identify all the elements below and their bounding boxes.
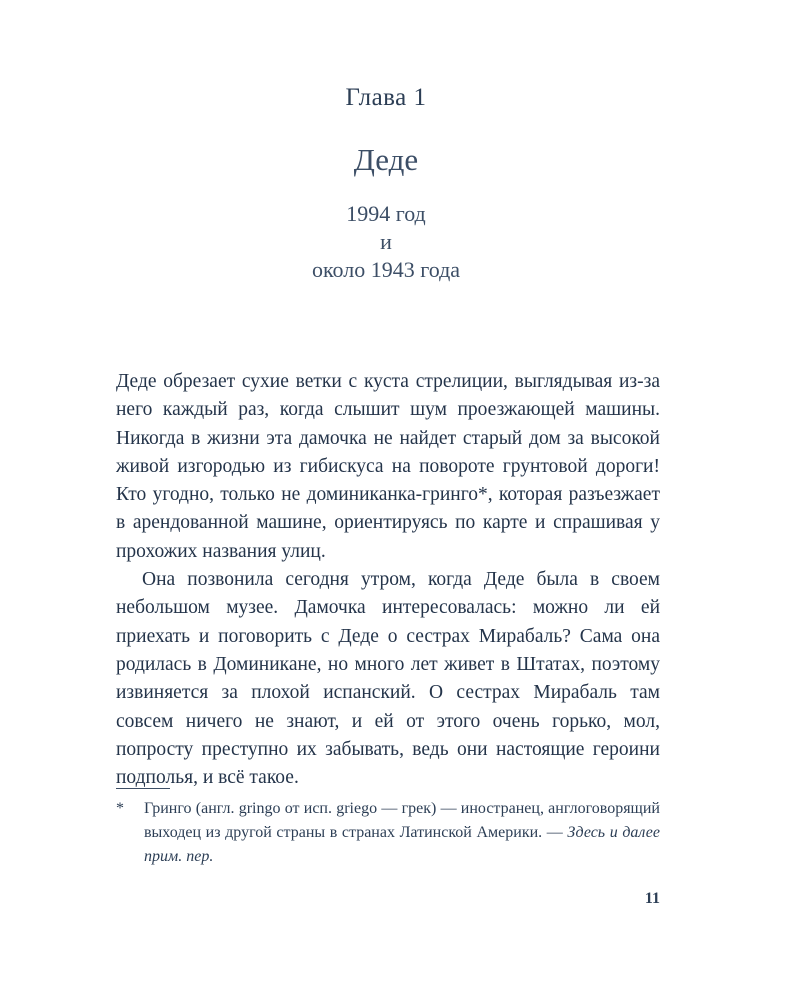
chapter-title: Деде (353, 142, 419, 177)
footnote-note: Здесь и далее прим. пер. (144, 824, 660, 865)
date-line-1: 1994 год (346, 201, 426, 226)
footnote-divider (116, 788, 170, 789)
chapter-dates (0, 200, 772, 284)
date-line-3: около 1943 года (311, 257, 461, 282)
date-line-2: и (380, 229, 392, 254)
footnote-mark: * (116, 800, 124, 817)
footnote (116, 797, 660, 869)
footnote-body: Гринго (англ. gringo от исп. griego — грек) — иностранец, англоговорящий выходец из другой страны в странах Латинской Америки. — (144, 800, 660, 841)
page-number: 11 (644, 890, 660, 907)
chapter-label: Глава 1 (345, 84, 427, 111)
footnote-text (144, 797, 660, 869)
body-text (116, 368, 660, 792)
paragraph-2: Она позвонила сегодня утром, когда Деде была в своем небольшом музее. Дамочка интересовалась: можно ли ей приехать и поговорить с Деде о сестрах Мирабаль? Сама она родилась в Доминикане, но много лет живет в Штатах, поэтому извиняется за плохой испанский. О сестрах Мирабаль там совсем ничего не знают, и ей от этого очень горько, мол, попросту преступно их забывать, ведь они настоящие героини подполья, и всё такое. (116, 569, 660, 789)
paragraph-1: Деде обрезает сухие ветки с куста стрелиции, выглядывая из-за него каждый раз, когда слышит шум проезжающей машины. Никогда в жизни эта дамочка не найдет старый дом за высокой живой изгородью из гибискуса на повороте грунтовой дороги! Кто угодно, только не доминиканка-гринго*, которая разъезжает в арендованной машине, ориентируясь по карте и спрашивая у прохожих названия улиц. (116, 371, 660, 562)
